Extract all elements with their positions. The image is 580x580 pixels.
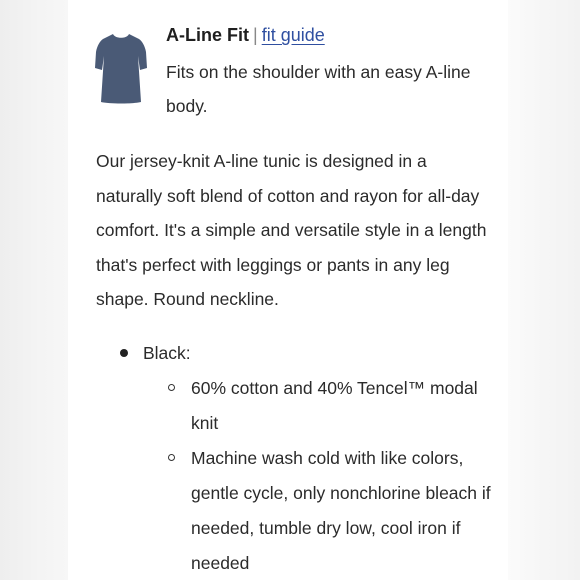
product-details-panel <box>68 0 508 580</box>
background-left <box>0 0 68 580</box>
fit-guide-link[interactable]: fit guide <box>261 25 325 45</box>
bullet-circle <box>168 384 175 391</box>
bullet-circle <box>168 454 175 461</box>
care-text: Machine wash cold with like colors, gentle cycle, only nonchlorine bleach if needed, tumble dry low, cool iron if needed <box>191 448 491 573</box>
product-description: Our jersey-knit A-line tunic is designed in a naturally soft blend of cotton and rayon for all-day comfort. It's a simple and versatile style in a length that's perfect with leggings or pants in any leg shape. Round neckline. <box>96 151 487 309</box>
fit-header <box>166 22 325 48</box>
color-label: Black: <box>143 343 191 363</box>
tunic-silhouette-icon <box>95 32 147 106</box>
material-text: 60% cotton and 40% Tencel™ modal knit <box>191 378 478 433</box>
fit-title: A-Line Fit <box>166 25 249 45</box>
fit-separator: | <box>253 25 258 45</box>
background-right <box>508 0 580 580</box>
fit-description: Fits on the shoulder with an easy A-line body. <box>166 62 471 116</box>
bullet-disc <box>120 349 128 357</box>
